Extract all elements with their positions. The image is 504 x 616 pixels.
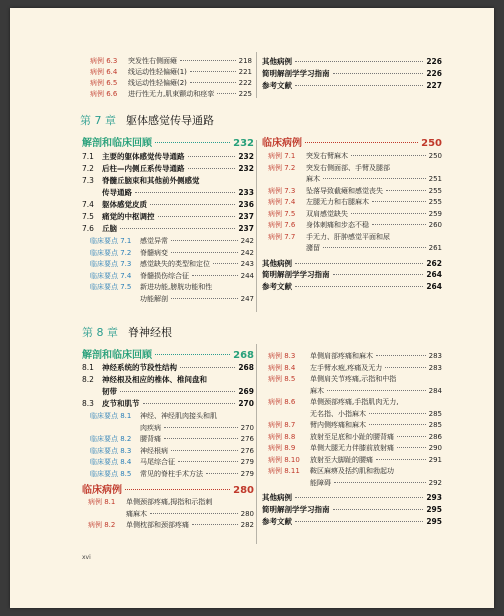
entry-label: 病例 8.8 [268,432,296,441]
toc-tail-entry[interactable] [262,504,442,515]
leader-dots [180,60,236,61]
toc-entry[interactable] [82,199,254,210]
entry-label: 病例 7.2 [268,163,296,172]
entry-page: 279 [240,458,254,466]
toc-entry[interactable] [268,455,442,465]
page-number: xvi [82,554,91,561]
toc-entry[interactable] [88,520,254,530]
entry-label: 临床要点 7.3 [90,260,132,268]
toc-entry[interactable] [268,197,442,207]
toc-entry[interactable] [268,151,442,161]
entry-number: 7.1 [82,152,94,161]
entry-page: 276 [240,446,254,455]
entry-page: 242 [240,237,254,245]
entry-title: 麻木 [306,175,320,183]
entry-label: 病例 8.6 [268,398,296,406]
entry-title: 腰背痛 [140,435,161,443]
leader-dots [155,142,230,143]
entry-label: 临床要点 8.5 [90,469,132,478]
entry-label: 病例 8.11 [268,467,300,475]
entry-page: 242 [240,248,254,257]
entry-page: 282 [240,521,254,529]
leader-dots [386,190,426,191]
entry-page: 236 [238,200,254,209]
entry-title: 简明解剖学学习指南 [262,69,330,78]
toc-entry[interactable] [268,351,442,361]
toc-entry[interactable] [88,509,254,519]
section-title: 解剖和临床回顾 [82,138,152,149]
column-divider [256,52,257,98]
leader-dots [190,71,236,72]
entry-page: 237 [238,212,254,221]
entry-page: 262 [426,258,442,268]
entry-title: 手无力、肝肿感觉平面和尿 [306,232,390,241]
section-page: 280 [233,485,254,496]
toc-entry[interactable] [82,223,254,234]
ch8-review-heading[interactable] [82,346,254,361]
leader-dots [150,513,238,514]
leader-dots [295,85,423,86]
toc-entry[interactable] [90,89,252,99]
entry-label: 病例 7.6 [268,221,296,229]
entry-label: 病例 7.7 [268,232,296,241]
entry-title: 感觉缺失的类型和定位 [140,260,210,268]
toc-entry[interactable] [268,478,442,488]
entry-title: 突发右侧面部、手臂及腿部 [306,163,390,172]
entry-page: 260 [428,221,442,229]
toc-entry[interactable] [102,187,254,198]
entry-page: 250 [428,152,442,160]
entry-title: 其他病例 [262,57,292,66]
entry-page: 283 [428,363,442,372]
section-title: 临床病例 [82,485,122,496]
toc-entry[interactable] [268,432,442,442]
leader-dots [120,391,235,392]
toc-entry[interactable] [268,209,442,219]
entry-title: 臂内侧疼痛和麻木 [310,421,366,429]
entry-title: 感觉异常 [140,237,168,245]
entry-title: 其他病例 [262,258,292,268]
entry-number: 7.5 [82,212,94,221]
entry-label: 临床要点 8.2 [90,435,132,443]
entry-page: 269 [238,387,254,396]
entry-title: 韧带 [102,387,117,396]
leader-dots [351,155,426,156]
column-divider [256,344,257,544]
toc-entry[interactable] [268,220,442,230]
toc-tail-entry[interactable] [262,516,442,527]
toc-entry[interactable] [82,374,207,385]
leader-dots [295,286,423,287]
leader-dots [372,224,426,225]
entry-title: 潴留 [306,244,320,252]
chapter-number: 第 7 章 [80,114,116,127]
chapter-title: 躯体感觉传导通路 [126,114,214,127]
entry-label: 病例 8.5 [268,375,296,383]
entry-page: 290 [428,444,442,452]
entry-label: 临床要点 7.5 [90,283,132,291]
leader-dots [213,263,238,264]
toc-tail-entry[interactable] [262,56,442,67]
entry-title: 其他病例 [262,493,292,502]
leader-dots [192,524,238,525]
entry-label: 病例 6.3 [90,57,118,65]
entry-page: 276 [240,435,254,443]
entry-page: 264 [426,281,442,291]
entry-number: 7.2 [82,164,94,173]
entry-page: 285 [428,409,442,418]
leader-dots [180,367,235,368]
entry-page: 270 [238,399,254,408]
toc-entry[interactable] [82,151,254,162]
entry-title: 突发性右侧面瘫 [128,57,177,65]
entry-title: 单侧大腿无力伴膝前放射痛 [310,444,394,452]
entry-title: 皮节和肌节 [102,399,140,408]
toc-entry[interactable] [268,186,442,196]
entry-label: 临床要点 8.4 [90,458,132,466]
entry-label: 病例 8.1 [88,498,116,506]
entry-label: 临床要点 7.1 [90,237,132,245]
entry-page: 280 [240,509,254,518]
leader-dots [158,216,236,217]
toc-entry[interactable] [82,163,254,174]
entry-title: 左腿无力和右腿麻木 [306,198,369,206]
entry-label: 临床要点 7.2 [90,248,132,257]
leader-dots [397,436,426,437]
toc-tail-entry[interactable] [262,281,442,292]
toc-entry[interactable] [90,248,254,258]
leader-dots [192,275,238,276]
entry-page: 247 [240,294,254,303]
entry-label: 病例 6.6 [90,90,118,98]
toc-entry[interactable] [82,211,254,222]
leader-dots [164,427,238,428]
entry-title: 左手臂水疱,疼痛及无力 [310,363,383,372]
leader-dots [295,497,423,498]
entry-page: 292 [428,478,442,487]
toc-entry[interactable] [268,232,390,242]
entry-number: 7.3 [82,176,94,185]
section-title: 解剖和临床回顾 [82,350,152,361]
entry-title: 双肩感觉缺失 [306,209,348,218]
leader-dots [351,213,426,214]
entry-page: 225 [238,90,252,98]
chapter-7-heading [80,112,214,128]
entry-page: 222 [238,79,252,87]
leader-dots [155,354,230,355]
leader-dots [323,178,426,179]
leader-dots [369,413,426,414]
toc-entry[interactable] [268,420,442,430]
entry-label: 临床要点 8.1 [90,412,132,420]
entry-title: 线运动性轻偏瘫(2) [128,79,187,87]
leader-dots [376,459,426,460]
leader-dots [206,473,238,474]
entry-page: 255 [428,186,442,195]
entry-label: 病例 7.4 [268,198,296,206]
entry-number: 8.1 [82,363,94,372]
entry-label: 病例 8.2 [88,521,116,529]
entry-title: 常见的脊柱手术方法 [140,469,203,478]
ch7-cases-heading[interactable] [262,134,442,149]
entry-title: 神经、神经肌肉接头和肌 [140,412,217,420]
toc-entry[interactable] [90,56,252,66]
toc-entry[interactable] [90,294,254,304]
leader-dots [188,156,236,157]
entry-page: 259 [428,209,442,218]
entry-page: 270 [240,423,254,432]
entry-title: 新进功能,膀胱功能和性 [140,283,213,291]
toc-entry[interactable] [268,374,396,384]
entry-number: 8.3 [82,399,94,408]
entry-label: 病例 7.1 [268,152,296,160]
entry-page: 233 [238,188,254,197]
entry-title: 单侧肩部疼痛和麻木 [310,352,373,360]
entry-page: 221 [238,68,252,76]
toc-entry[interactable] [268,409,442,419]
entry-title: 单侧颈部疼痛,手指肌肉无力, [310,398,399,406]
entry-title: 坠落导致截瘫和感觉丧失 [306,186,383,195]
entry-page: 237 [238,224,254,233]
entry-title: 后柱—内侧丘系传导通路 [102,164,185,173]
toc-entry[interactable] [90,271,254,281]
entry-page: 251 [428,175,442,183]
leader-dots [295,521,423,522]
entry-title: 主要的躯体感觉传导通路 [102,152,185,161]
leader-dots [376,355,426,356]
entry-title: 神经系统的节段性结构 [102,363,177,372]
leader-dots [217,93,235,94]
toc-tail-entry[interactable] [262,258,442,269]
entry-page: 226 [426,57,442,66]
entry-title: 躯体感觉皮质 [102,200,147,209]
entry-title: 进行性无力,肌束颤动和痉挛 [128,90,215,98]
chapter-number: 第 8 章 [82,326,118,339]
entry-title: 无名指、小指麻木 [310,409,366,418]
entry-page: 295 [426,517,442,526]
leader-dots [333,73,424,74]
toc-page [10,8,494,608]
entry-title: 放射至足底和小趾的腰背痛 [310,432,394,441]
entry-label: 病例 8.3 [268,352,296,360]
leader-dots [385,367,425,368]
entry-title: 简明解剖学学习指南 [262,505,330,514]
entry-title: 放射至大脚趾的腰痛 [310,455,373,464]
leader-dots [164,438,238,439]
toc-entry[interactable] [268,243,442,253]
toc-entry[interactable] [82,362,254,373]
entry-label: 病例 8.10 [268,455,300,464]
toc-entry[interactable] [90,259,254,269]
toc-entry[interactable] [90,411,217,421]
section-page: 268 [233,350,254,361]
entry-label: 临床要点 8.3 [90,446,132,455]
entry-title: 肉疾病 [140,423,161,432]
leader-dots [397,447,426,448]
toc-entry[interactable] [90,282,212,292]
entry-title: 能障碍 [310,478,331,487]
leader-dots [295,61,423,62]
entry-label: 病例 6.5 [90,79,118,87]
leader-dots [171,252,238,253]
entry-title: 脊髓丘脑束和其他前外侧感觉 [102,176,200,185]
leader-dots [171,240,238,241]
entry-title: 突发右臂麻木 [306,152,348,160]
leader-dots [171,298,238,299]
leader-dots [150,204,235,205]
toc-entry[interactable] [90,469,254,479]
entry-page: 255 [428,198,442,206]
toc-entry[interactable] [268,163,390,173]
leader-dots [190,82,236,83]
entry-page: 244 [240,271,254,280]
leader-dots [333,509,424,510]
entry-title: 单侧肩关节疼痛,示指和中指 [310,375,397,383]
entry-label: 病例 8.7 [268,421,296,429]
entry-page: 232 [238,164,254,173]
toc-entry[interactable] [268,363,442,373]
toc-tail-entry[interactable] [262,269,442,280]
entry-page: 264 [426,270,442,279]
entry-title: 脊髓损伤综合征 [140,271,189,280]
entry-page: 226 [426,69,442,78]
entry-title: 简明解剖学学习指南 [262,270,330,279]
column-divider [256,140,257,312]
toc-entry[interactable] [268,174,442,184]
entry-page: 286 [428,432,442,441]
entry-page: 284 [428,386,442,395]
entry-title: 身体刺痛和步态不稳 [306,221,369,229]
entry-title: 单侧颈部疼痛,拇指和示指刺 [126,498,213,506]
leader-dots [125,489,230,490]
entry-label: 病例 8.9 [268,444,296,452]
leader-dots [305,142,418,143]
entry-page: 243 [240,260,254,268]
leader-dots [372,201,426,202]
entry-page: 261 [428,244,442,252]
entry-title: 神经根及相应的椎体、椎间盘和 [102,375,207,384]
entry-title: 痛麻木 [126,509,147,518]
entry-title: 单侧枕部和颈部疼痛 [126,521,189,529]
entry-page: 218 [238,57,252,65]
toc-tail-entry[interactable] [262,80,442,91]
leader-dots [120,228,235,229]
toc-entry[interactable] [102,386,254,397]
entry-title: 线运动性轻偏瘫(1) [128,68,187,76]
toc-entry[interactable] [88,497,212,507]
entry-title: 参考文献 [262,81,292,90]
toc-entry[interactable] [90,446,254,456]
entry-label: 病例 6.4 [90,68,118,76]
entry-title: 脊髓病变 [140,248,168,257]
leader-dots [171,450,238,451]
entry-number: 7.6 [82,224,94,233]
entry-title: 参考文献 [262,517,292,526]
ch7-review-heading[interactable] [82,134,254,149]
entry-page: 268 [238,363,254,372]
entry-label: 病例 8.4 [268,363,296,372]
leader-dots [369,424,426,425]
leader-dots [143,403,236,404]
entry-title: 功能解剖 [140,294,168,303]
entry-page: 293 [426,493,442,502]
chapter-8-heading [82,324,172,340]
leader-dots [135,192,235,193]
entry-title: 鞍区麻痹及括约肌和勃起功 [310,467,394,475]
entry-title: 参考文献 [262,281,292,291]
section-title: 临床病例 [262,138,302,149]
entry-page: 283 [428,352,442,360]
entry-number: 8.2 [82,375,94,384]
entry-title: 马尾综合征 [140,458,175,466]
toc-entry[interactable] [82,175,200,186]
toc-entry[interactable] [90,434,254,444]
toc-entry[interactable] [90,236,254,246]
leader-dots [188,168,236,169]
entry-label: 病例 7.5 [268,209,296,218]
leader-dots [334,482,426,483]
leader-dots [178,461,238,462]
leader-dots [323,247,426,248]
toc-entry[interactable] [90,423,254,433]
entry-label: 病例 7.3 [268,186,296,195]
entry-title: 神经根病 [140,446,168,455]
section-page: 250 [421,138,442,149]
entry-page: 227 [426,81,442,90]
entry-page: 232 [238,152,254,161]
toc-entry[interactable] [90,78,252,88]
toc-entry[interactable] [90,67,252,77]
chapter-title: 脊神经根 [128,326,172,339]
leader-dots [333,274,424,275]
toc-tail-entry[interactable] [262,68,442,79]
entry-page: 291 [428,455,442,464]
entry-title: 丘脑 [102,224,117,233]
entry-title: 麻木 [310,386,324,395]
entry-number: 7.4 [82,200,94,209]
toc-entry[interactable] [90,457,254,467]
leader-dots [327,390,426,391]
ch8-cases-heading[interactable] [82,481,254,496]
toc-entry[interactable] [268,466,394,476]
toc-entry[interactable] [82,398,254,409]
leader-dots [295,263,423,264]
toc-tail-entry[interactable] [262,492,442,503]
entry-page: 285 [428,421,442,429]
entry-page: 295 [426,505,442,514]
entry-page: 279 [240,469,254,478]
entry-label: 临床要点 7.4 [90,271,132,280]
toc-entry[interactable] [268,397,398,407]
entry-title: 传导通路 [102,188,132,197]
toc-entry[interactable] [268,386,442,396]
section-page: 232 [233,138,254,149]
entry-title: 痛觉的中枢调控 [102,212,155,221]
toc-entry[interactable] [268,443,442,453]
